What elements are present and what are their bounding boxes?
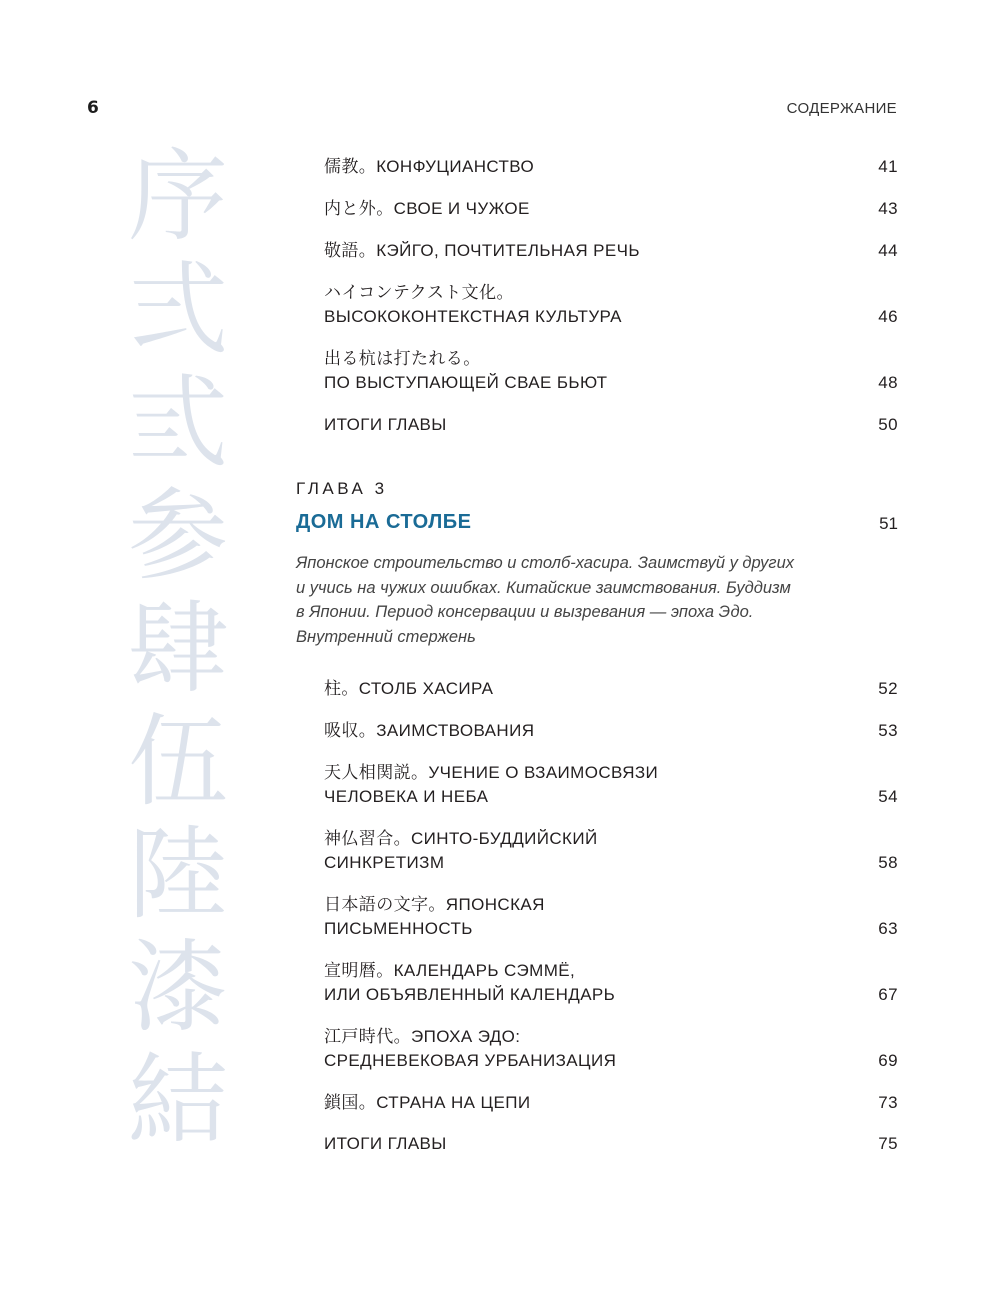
toc-entry-title: 鎖国。СТРАНА НА ЦЕПИ — [324, 1093, 531, 1112]
toc-entry[interactable] — [324, 197, 898, 221]
toc-entry-page: 50 — [878, 415, 898, 434]
toc-entry-title: ИТОГИ ГЛАВЫ — [324, 415, 447, 434]
toc-entry-page: 73 — [878, 1093, 898, 1112]
toc-entry[interactable] — [324, 1091, 898, 1115]
toc-entry[interactable] — [324, 1025, 898, 1073]
toc-entry[interactable] — [324, 719, 898, 743]
decor-kanji: 序 — [128, 138, 228, 255]
toc-entry-page: 54 — [878, 787, 898, 806]
toc-entry-title: 神仏習合。СИНТО-БУДДИЙСКИЙ СИНКРЕТИЗМ — [324, 829, 598, 872]
toc-entry[interactable] — [324, 893, 898, 941]
toc-entry-title: 儒教。КОНФУЦИАНСТВО — [324, 157, 535, 176]
toc-entry-page: 53 — [878, 721, 898, 740]
toc-entry-title: 吸収。ЗАИМСТВОВАНИЯ — [324, 721, 535, 740]
toc-entry[interactable] — [324, 281, 898, 329]
toc-entry-title: ИТОГИ ГЛАВЫ — [324, 1134, 447, 1153]
toc-entry-page: 52 — [878, 679, 898, 698]
decor-kanji: 弍 — [128, 251, 228, 368]
toc-entry[interactable] — [324, 1132, 898, 1156]
toc-entry[interactable] — [324, 827, 898, 875]
toc-entry-page: 69 — [878, 1051, 898, 1070]
toc-entry-page: 75 — [878, 1134, 898, 1153]
toc-entry[interactable] — [324, 239, 898, 263]
toc-entry-page: 58 — [878, 853, 898, 872]
decor-kanji: 弎 — [128, 364, 228, 481]
toc-entry[interactable] — [324, 347, 898, 395]
toc-entry-page: 44 — [878, 241, 898, 260]
chapter-description: Японское строительство и столб-хасира. Заимствуй у других и учись на чужих ошибках. Китайские заимствования. Буддизм в Японии. Период консервации и вызревания — эпоха Эдо. Внутренний стержень — [296, 554, 794, 646]
decor-kanji: 陸 — [128, 816, 228, 933]
running-title: СОДЕРЖАНИЕ — [786, 100, 897, 117]
toc-entry-page: 41 — [878, 157, 898, 176]
toc-entry[interactable] — [324, 413, 898, 437]
toc-entry[interactable] — [324, 761, 898, 809]
toc-entry-title: 内と外。СВОЕ И ЧУЖОЕ — [324, 199, 530, 218]
toc-entry-page: 48 — [878, 373, 898, 392]
toc-entry-title: ハイコンテクスト文化。 ВЫСОКОКОНТЕКСТНАЯ КУЛЬТУРА — [324, 283, 622, 326]
toc-entry-title: 柱。СТОЛБ ХАСИРА — [324, 679, 494, 698]
toc-entry[interactable] — [324, 959, 898, 1007]
decorative-kanji-column — [118, 140, 238, 1157]
page-number: 6 — [87, 98, 99, 118]
toc-entry-title: 日本語の文字。ЯПОНСКАЯ ПИСЬМЕННОСТЬ — [324, 895, 545, 938]
decor-kanji: 結 — [128, 1042, 228, 1159]
toc-entry[interactable] — [324, 677, 898, 701]
toc-entry-page: 46 — [878, 307, 898, 326]
decor-kanji: 肆 — [128, 590, 228, 707]
toc-entry-title: 出る杭は打たれる。 ПО ВЫСТУПАЮЩЕЙ СВАЕ БЬЮТ — [324, 349, 608, 392]
decor-kanji: 伍 — [128, 703, 228, 820]
toc-entry-title: 敬語。КЭЙГО, ПОЧТИТЕЛЬНАЯ РЕЧЬ — [324, 241, 640, 260]
chapter-label: ГЛАВА 3 — [296, 479, 388, 498]
toc-entry-page: 43 — [878, 199, 898, 218]
chapter-page: 51 — [879, 514, 898, 533]
toc-entry-page: 67 — [878, 985, 898, 1004]
toc-entry-title: 宣明暦。КАЛЕНДАРЬ СЭММЁ, ИЛИ ОБЪЯВЛЕННЫЙ КАЛЕНДАРЬ — [324, 961, 616, 1004]
decor-kanji: 参 — [128, 477, 228, 594]
toc-entry-page: 63 — [878, 919, 898, 938]
chapter-title[interactable]: ДОМ НА СТОЛБЕ — [296, 511, 472, 533]
toc-entry-title: 天人相関説。УЧЕНИЕ О ВЗАИМОСВЯЗИ ЧЕЛОВЕКА И НЕБА — [324, 763, 659, 806]
toc-entry[interactable] — [324, 155, 898, 179]
toc-entry-title: 江戸時代。ЭПОХА ЭДО: СРЕДНЕВЕКОВАЯ УРБАНИЗАЦИЯ — [324, 1027, 617, 1070]
decor-kanji: 漆 — [128, 929, 228, 1046]
